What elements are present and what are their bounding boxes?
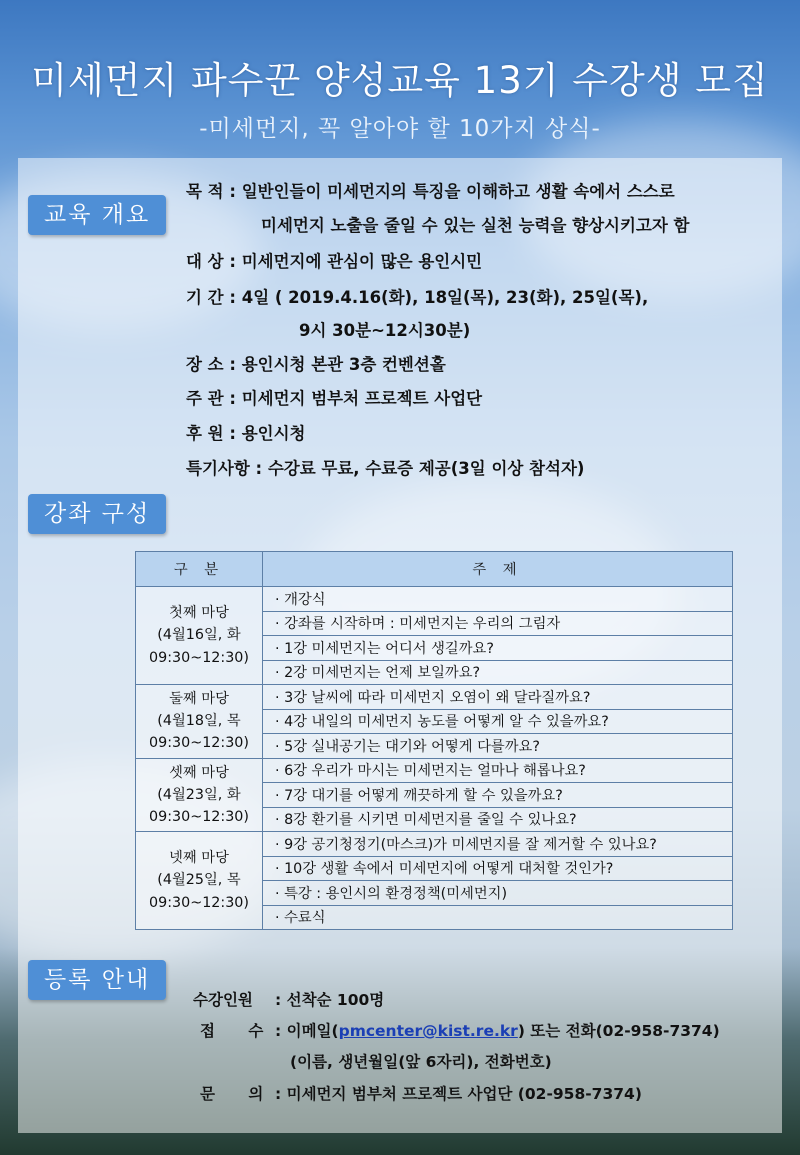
- session-time: 09:30~12:30): [149, 808, 249, 825]
- section-tag-overview: 교육 개요: [28, 195, 166, 235]
- overview-target: 대 상 : 미세먼지에 관심이 많은 용인시민: [186, 252, 483, 271]
- session-cell: [136, 587, 263, 685]
- session-cell: [136, 832, 263, 930]
- email-link[interactable]: pmcenter@kist.re.kr: [338, 1022, 518, 1040]
- table-row: [136, 685, 733, 710]
- table-header-row: [136, 552, 733, 587]
- topic-cell: · 특강 : 용인시의 환경정책(미세먼지): [263, 881, 733, 906]
- overview-period: 기 간 : 4일 ( 2019.4.16(화), 18일(목), 23(화), 25일(목),: [186, 288, 649, 307]
- inquiry-label: 문 의: [200, 1085, 264, 1103]
- topic-cell: · 3강 날씨에 따라 미세먼지 오염이 왜 달라질까요?: [263, 685, 733, 710]
- session-date: (4월25일, 목: [157, 872, 241, 889]
- apply-value: [275, 1019, 720, 1041]
- topic-cell: · 5강 실내공기는 대기와 어떻게 다를까요?: [263, 734, 733, 759]
- topic-cell: · 1강 미세먼지는 어디서 생길까요?: [263, 636, 733, 661]
- session-date: (4월16일, 화: [157, 627, 241, 644]
- page-header: [0, 50, 800, 143]
- topic-cell: · 4강 내일의 미세먼지 농도를 어떻게 알 수 있을까요?: [263, 709, 733, 734]
- topic-cell: · 개강식: [263, 587, 733, 612]
- apply-suffix: ) 또는 전화(02-958-7374): [517, 1022, 720, 1040]
- session-time: 09:30~12:30): [149, 894, 249, 911]
- apply-note: (이름, 생년월일(앞 6자리), 전화번호): [290, 1053, 552, 1071]
- session-name: 첫째 마당: [169, 605, 229, 622]
- session-name: 넷째 마당: [169, 850, 229, 867]
- session-name: 셋째 마당: [169, 764, 229, 781]
- session-name: 둘째 마당: [169, 691, 229, 708]
- session-cell: [136, 758, 263, 832]
- topic-cell: · 10강 생활 속에서 미세먼지에 어떻게 대처할 것인가?: [263, 856, 733, 881]
- header-topic: 주 제: [263, 552, 733, 587]
- topic-cell: · 수료식: [263, 905, 733, 930]
- overview-host: 주 관 : 미세먼지 범부처 프로젝트 사업단: [186, 389, 483, 408]
- topic-cell: · 7강 대기를 어떻게 깨끗하게 할 수 있을까요?: [263, 783, 733, 808]
- capacity-value: : 선착순 100명: [275, 991, 385, 1009]
- table-row: [136, 832, 733, 857]
- session-time: 09:30~12:30): [149, 649, 249, 666]
- overview-sponsor: 후 원 : 용인시청: [186, 424, 306, 443]
- topic-cell: · 6강 우리가 마시는 미세먼지는 얼마나 해롭나요?: [263, 758, 733, 783]
- table-row: [136, 587, 733, 612]
- page-title: 미세먼지 파수꾼 양성교육 13기 수강생 모집: [31, 59, 769, 102]
- overview-purpose-cont: 미세먼지 노출을 줄일 수 있는 실천 능력을 향상시키고자 함: [261, 216, 690, 235]
- session-date: (4월18일, 목: [157, 713, 241, 730]
- session-date: (4월23일, 화: [157, 786, 241, 803]
- session-cell: [136, 685, 263, 759]
- overview-purpose: 목 적 : 일반인들이 미세먼지의 특징을 이해하고 생활 속에서 스스로: [186, 182, 675, 201]
- section-tag-curriculum: 강좌 구성: [28, 494, 166, 534]
- session-time: 09:30~12:30): [149, 735, 249, 752]
- section-tag-registration: 등록 안내: [28, 960, 166, 1000]
- topic-cell: · 9강 공기청정기(마스크)가 미세먼지를 잘 제거할 수 있나요?: [263, 832, 733, 857]
- apply-prefix: : 이메일(: [275, 1022, 339, 1040]
- apply-label: 접 수: [200, 1022, 264, 1040]
- header-session: 구 분: [136, 552, 263, 587]
- overview-period-cont: 9시 30분~12시30분): [299, 321, 471, 340]
- topic-cell: · 8강 환기를 시키면 미세먼지를 줄일 수 있나요?: [263, 807, 733, 832]
- overview-place: 장 소 : 용인시청 본관 3층 컨벤션홀: [186, 355, 446, 374]
- curriculum-table: [135, 551, 733, 930]
- page-subtitle: -미세먼지, 꼭 알아야 할 10가지 상식-: [199, 116, 601, 142]
- topic-cell: · 강좌를 시작하며 : 미세먼지는 우리의 그림자: [263, 611, 733, 636]
- overview-notes: 특기사항 : 수강료 무료, 수료증 제공(3일 이상 참석자): [186, 459, 585, 478]
- table-row: [136, 758, 733, 783]
- capacity-label: 수강인원: [193, 991, 253, 1009]
- inquiry-value: : 미세먼지 범부처 프로젝트 사업단 (02-958-7374): [275, 1085, 642, 1103]
- topic-cell: · 2강 미세먼지는 언제 보일까요?: [263, 660, 733, 685]
